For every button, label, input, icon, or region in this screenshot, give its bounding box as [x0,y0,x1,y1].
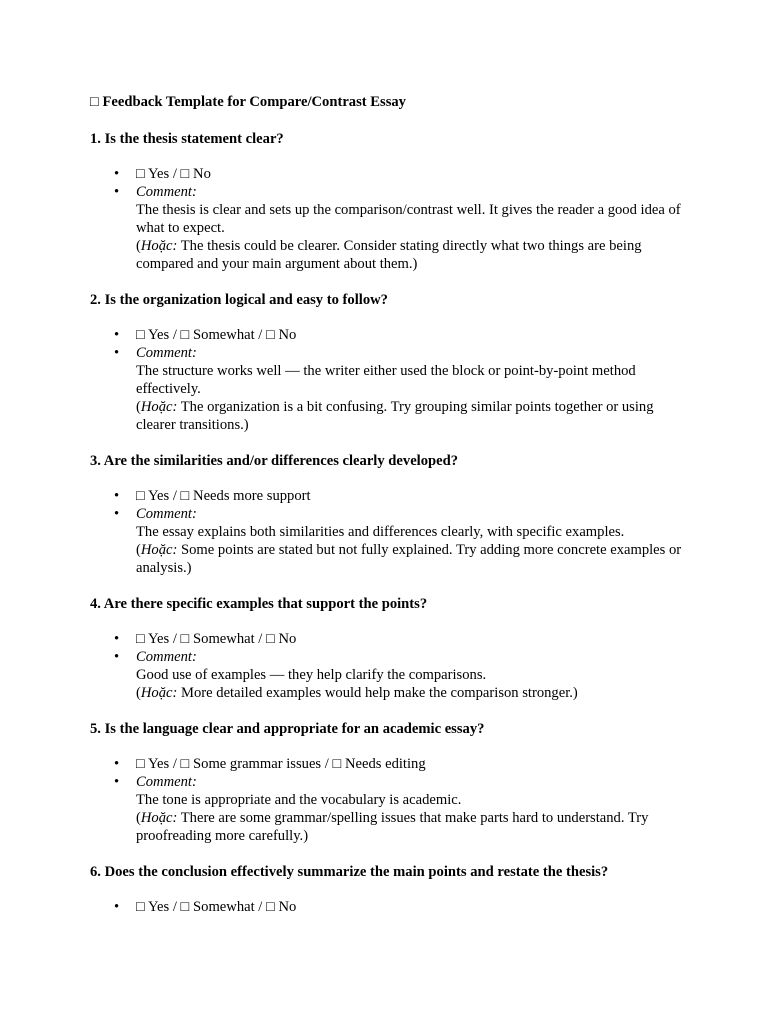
question-heading: 2. Is the organization logical and easy to follow? [90,292,388,308]
alternative-label: Hoặc: [140,810,178,826]
option-separator: / [169,488,181,504]
checkbox-icon[interactable]: □ [180,899,190,915]
comment-text: Good use of examples — they help clarify the comparisons. [136,667,487,683]
comment-label: • Comment: [136,345,197,361]
checkbox-icon[interactable]: □ [180,327,190,343]
checkbox-icon: □ [90,94,99,110]
alternative-text: The thesis could be clearer. Consider stating directly what two things are being compared and your main argument about them.) [136,238,642,272]
alternative-label: Hoặc: [140,238,178,254]
alternative-label: Hoặc: [140,685,178,701]
rating-options [136,165,690,183]
alternative-label: Hoặc: [140,399,178,415]
comment-label: • Comment: [136,774,197,790]
option-label: Somewhat [193,631,255,647]
feedback-template-document [90,93,690,934]
question-section [90,291,690,434]
rating-options [136,755,690,773]
alternative-comment: (Hoặc: There are some grammar/spelling issues that make parts hard to understand. Try proofreading more carefully.) [136,810,649,844]
comment-label: • Comment: [136,506,197,522]
checkbox-icon[interactable]: □ [266,899,275,915]
comment-block [136,344,690,434]
option-label: No [193,166,211,182]
answer-list [90,487,690,577]
alternative-comment: (Hoặc: The organization is a bit confusing. Try grouping similar points together or using clearer transitions.) [136,399,654,433]
option-label: Needs editing [344,756,426,772]
document-title-text: Feedback Template for Compare/Contrast Essay [102,94,406,110]
comment-block [136,648,690,702]
comment-label: • Comment: [136,184,197,200]
answer-list [90,630,690,702]
question-section [90,452,690,577]
checkbox-icon[interactable]: □ [180,631,190,647]
option-separator: / [254,327,267,343]
alternative-text: There are some grammar/spelling issues that make parts hard to understand. Try proofreading more carefully.) [136,810,649,844]
checkbox-icon[interactable]: □ [266,327,275,343]
option-label: Yes [147,166,170,182]
option-separator: / [169,166,181,182]
option-separator: / [169,631,181,647]
alternative-comment: (Hoặc: The thesis could be clearer. Consider stating directly what two things are being compared and your main argument about them.) [136,238,642,272]
checkbox-icon[interactable]: □ [136,631,145,647]
checkbox-icon[interactable]: □ [180,756,190,772]
comment-block [136,773,690,845]
alternative-text: More detailed examples would help make the comparison stronger.) [181,685,578,701]
checkbox-icon[interactable]: □ [180,166,190,182]
option-label: Yes [147,327,170,343]
option-label: Needs more support [193,488,311,504]
document-title [90,93,690,111]
question-section [90,595,690,702]
option-label: Somewhat [193,327,255,343]
option-label: Somewhat [193,899,255,915]
answer-list [90,755,690,845]
checkbox-icon[interactable]: □ [180,488,190,504]
question-heading: 3. Are the similarities and/or differences clearly developed? [90,453,459,469]
alternative-text: The organization is a bit confusing. Try grouping similar points together or using clearer transitions.) [136,399,654,433]
option-separator: / [321,756,333,772]
option-label: No [278,899,297,915]
option-label: Yes [147,899,170,915]
rating-options [136,487,690,505]
answer-list [90,165,690,273]
comment-label: • Comment: [136,649,197,665]
option-separator: / [169,756,181,772]
question-section [90,130,690,273]
checkbox-icon[interactable]: □ [266,631,275,647]
comment-block [136,505,690,577]
option-separator: / [169,327,181,343]
checkbox-icon[interactable]: □ [332,756,342,772]
checkbox-icon[interactable]: □ [136,899,145,915]
option-label: Yes [147,631,170,647]
question-heading: 4. Are there specific examples that support the points? [90,596,428,612]
alternative-text: Some points are stated but not fully explained. Try adding more concrete examples or analysis.) [136,542,682,576]
rating-options [136,326,690,344]
option-separator: / [254,899,267,915]
comment-text: The essay explains both similarities and differences clearly, with specific examples. [136,524,625,540]
question-section [90,863,690,916]
alternative-comment: (Hoặc: Some points are stated but not fully explained. Try adding more concrete examples or analysis.) [136,542,682,576]
option-label: Yes [147,756,170,772]
answer-list [90,326,690,434]
alternative-label: Hoặc: [140,542,178,558]
question-list [90,130,690,916]
comment-text: The structure works well — the writer either used the block or point-by-point method effectively. [136,363,636,397]
question-heading: 5. Is the language clear and appropriate for an academic essay? [90,721,485,737]
option-label: No [278,327,297,343]
comment-text: The tone is appropriate and the vocabulary is academic. [136,792,462,808]
rating-options [136,630,690,648]
option-label: No [278,631,297,647]
answer-list [90,898,690,916]
alternative-comment: (Hoặc: More detailed examples would help make the comparison stronger.) [136,685,578,701]
option-separator: / [254,631,267,647]
option-label: Yes [147,488,170,504]
comment-block [136,183,690,273]
checkbox-icon[interactable]: □ [136,488,145,504]
checkbox-icon[interactable]: □ [136,327,145,343]
checkbox-icon[interactable]: □ [136,756,145,772]
option-label: Some grammar issues [193,756,322,772]
option-separator: / [169,899,181,915]
rating-options [136,898,690,916]
comment-text: The thesis is clear and sets up the comparison/contrast well. It gives the reader a good idea of what to expect. [136,202,681,236]
question-heading: 6. Does the conclusion effectively summarize the main points and restate the thesis? [90,864,609,880]
question-section [90,720,690,845]
checkbox-icon[interactable]: □ [136,166,145,182]
question-heading: 1. Is the thesis statement clear? [90,131,284,147]
